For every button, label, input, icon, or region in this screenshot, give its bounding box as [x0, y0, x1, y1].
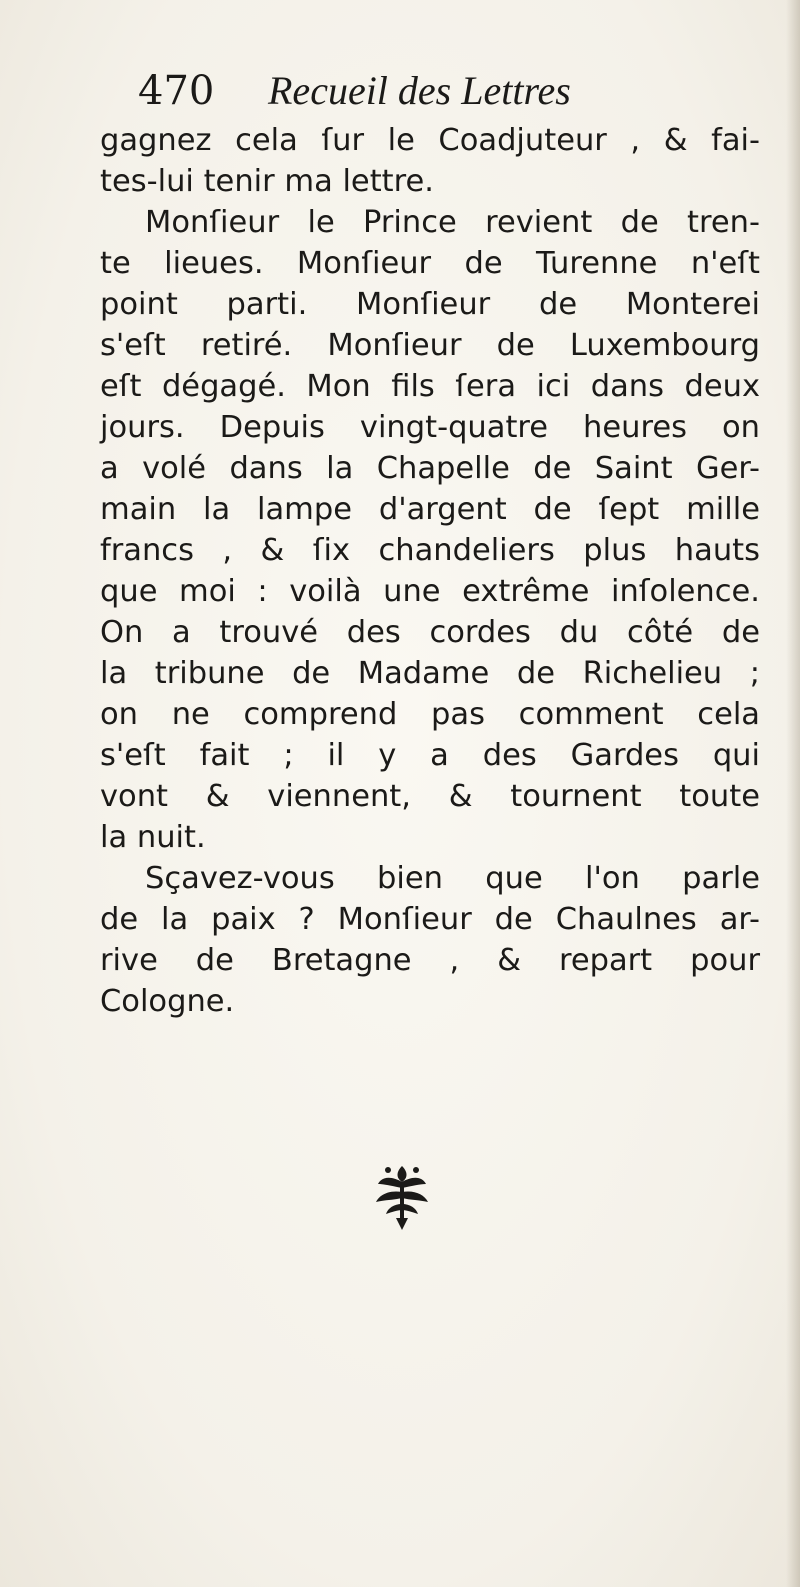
fleuron-ornament-icon: [366, 1162, 438, 1234]
text-line: vont & viennent, & tournent toute: [100, 779, 760, 814]
letter-body: [100, 120, 760, 1022]
text-line: la tribune de Madame de Richelieu ;: [100, 656, 760, 691]
text-line: Monſieur le Prince revient de tren-: [145, 205, 760, 240]
text-line: francs , & ſix chandeliers plus hauts: [100, 533, 760, 568]
text-line: gagnez cela ſur le Coadjuteur , & fai-: [100, 123, 760, 158]
text-line: te lieues. Monſieur de Turenne n'eſt: [100, 246, 760, 281]
page-header: [138, 66, 738, 116]
text-line: eſt dégagé. Mon fils ſera ici dans deux: [100, 369, 760, 404]
text-line: on ne comprend pas comment cela: [100, 697, 760, 732]
text-line: Cologne.: [100, 984, 235, 1019]
text-line: jours. Depuis vingt-quatre heures on: [100, 410, 760, 445]
text-line: de la paix ? Monſieur de Chaulnes ar-: [100, 902, 760, 937]
page-edge-shadow: [786, 0, 800, 1587]
text-line: s'eſt fait ; il y a des Gardes qui: [100, 738, 760, 773]
text-line: tes-lui tenir ma lettre.: [100, 164, 434, 199]
text-line: que moi : voilà une extrême inſolence.: [100, 574, 760, 609]
text-line: point parti. Monſieur de Monterei: [100, 287, 760, 322]
text-line: Sçavez-vous bien que l'on parle: [145, 861, 760, 896]
page-number: 470: [138, 68, 215, 114]
text-line: rive de Bretagne , & repart pour: [100, 943, 760, 978]
running-title: Recueil des Lettres: [268, 68, 571, 113]
text-line: a volé dans la Chapelle de Saint Ger-: [100, 451, 760, 486]
text-line: s'eſt retiré. Monſieur de Luxembourg: [100, 328, 760, 363]
text-line: On a trouvé des cordes du côté de: [100, 615, 760, 650]
text-line: la nuit.: [100, 820, 206, 855]
text-line: main la lampe d'argent de ſept mille: [100, 492, 760, 527]
